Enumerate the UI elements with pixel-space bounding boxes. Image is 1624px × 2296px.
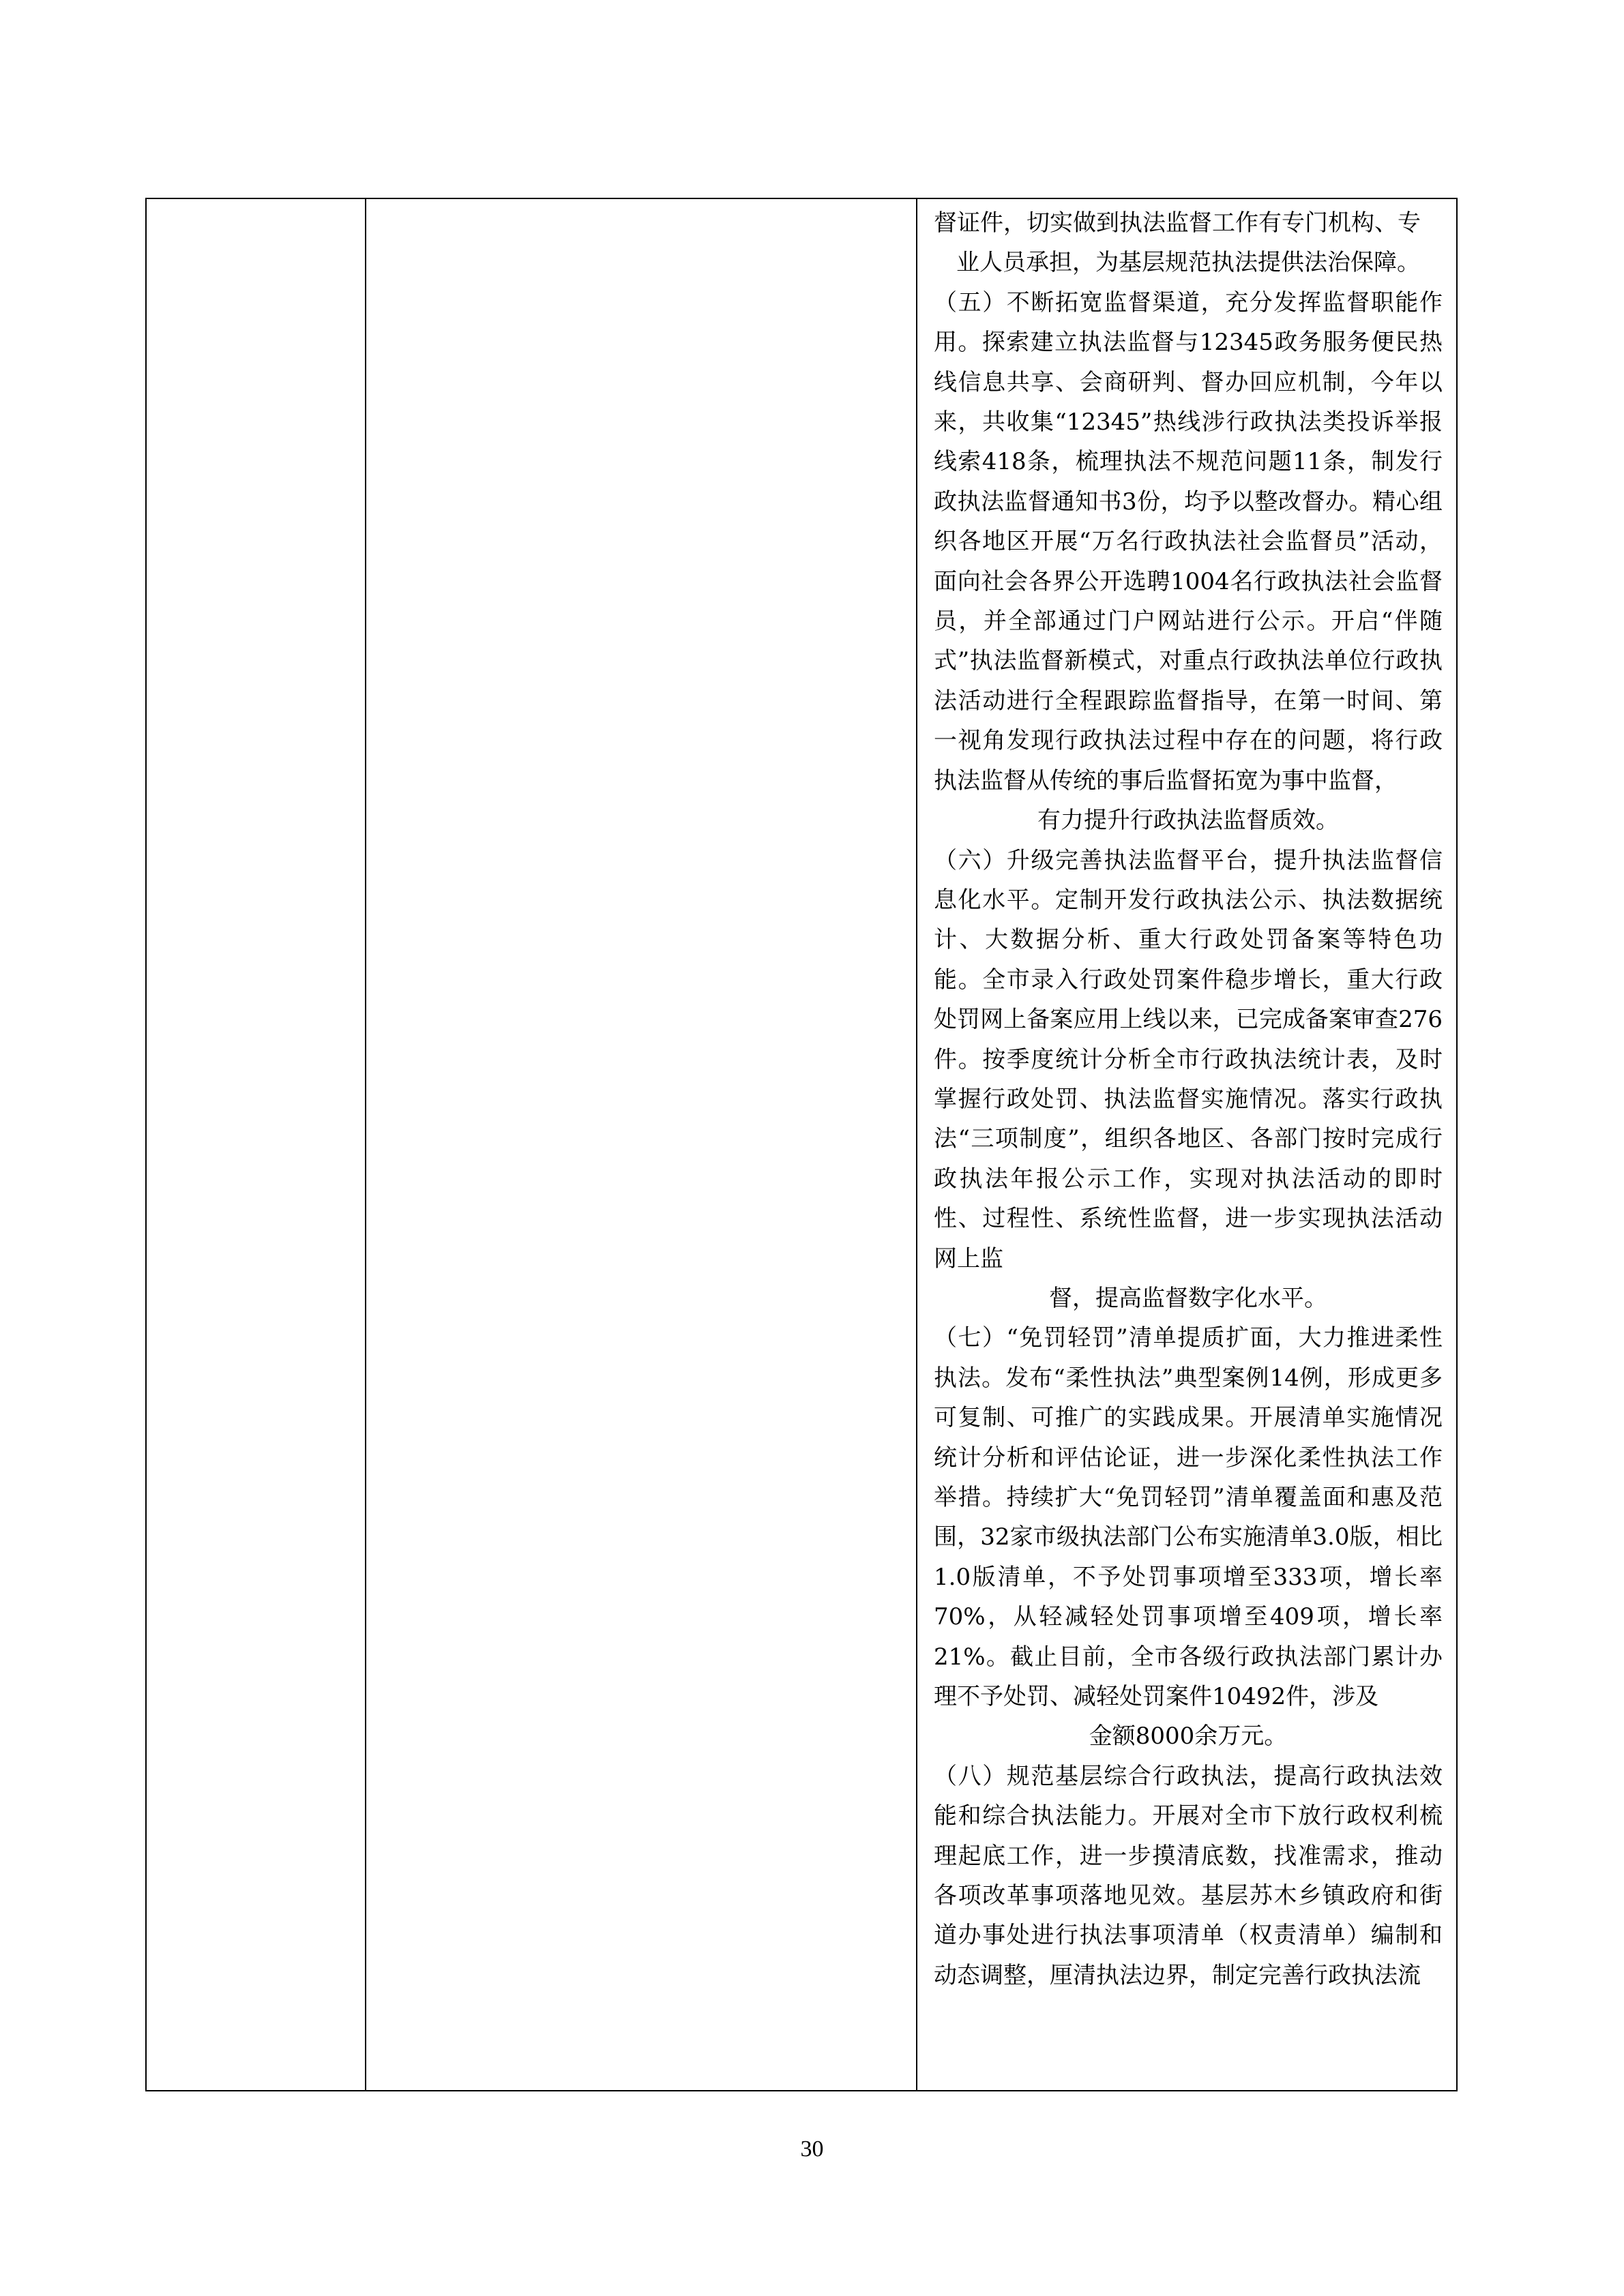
paragraph: （八）规范基层综合行政执法，提高行政执法效能和综合执法能力。开展对全市下放行政权利梳理起底工作，进一步摸清底数，找准需求，推动各项改革事项落地见效。基层苏木乡镇政府和街道办事处进行执法事项清单（权责清单）编制和动态调整，厘清执法边界，制定完善行政执法流	[934, 1762, 1443, 1989]
paragraph: 督，提高监督数字化水平。	[1049, 1284, 1327, 1312]
paragraph: （七）“免罚轻罚”清单提质扩面，大力推进柔性执法。发布“柔性执法”典型案例14例，形成更多可复制、可推广的实践成果。开展清单实施情况统计分析和评估论证，进一步深化柔性执法工作举措。持续扩大“免罚轻罚”清单覆盖面和惠及范围，32家市级执法部门公布实施清单3.0版，相比1.0版清单，不予处罚事项增至333项，增长率70%，从轻减轻处罚事项增至409项，增长率21%。截止目前，全市各级行政执法部门累计办理不予处罚、减轻处罚案件10492件，涉及	[934, 1324, 1443, 1711]
paragraph: （六）升级完善执法监督平台，提升执法监督信息化水平。定制开发行政执法公示、执法数据统计、大数据分析、重大行政处罚备案等特色功能。全市录入行政处罚案件稳步增长，重大行政处罚网上备案应用上线以来，已完成备案审查276件。按季度统计分析全市行政执法统计表，及时掌握行政处罚、执法监督实施情况。落实行政执法“三项制度”，组织各地区、各部门按时完成行政执法年报公示工作，实现对执法活动的即时性、过程性、系统性监督，进一步实现执法活动网上监	[934, 846, 1443, 1272]
paragraph: 有力提升行政执法监督质效。	[1037, 807, 1339, 835]
table-cell-empty-2	[366, 198, 917, 2091]
cell-paragraphs	[917, 199, 1456, 1995]
table-cell-empty-1	[146, 198, 366, 2091]
table-row	[146, 198, 1457, 2091]
paragraph: （五）不断拓宽监督渠道，充分发挥监督职能作用。探索建立执法监督与12345政务服务便民热线信息共享、会商研判、督办回应机制，今年以来，共收集“12345”热线涉行政执法类投诉举报线索418条，梳理执法不规范问题11条，制发行政执法监督通知书3份，均予以整改督办。精心组织各地区开展“万名行政执法社会监督员”活动，面向社会各界公开选聘1004名行政执法社会监督员，并全部通过门户网站进行公示。开启“伴随式”执法监督新模式，对重点行政执法单位行政执法活动进行全程跟踪监督指导，在第一时间、第一视角发现行政执法过程中存在的问题，将行政执法监督从传统的事后监督拓宽为事中监督，	[934, 288, 1443, 794]
table-cell-text	[917, 198, 1457, 2091]
paragraph: 业人员承担，为基层规范执法提供法治保障。	[956, 249, 1420, 277]
page-number: 30	[800, 2136, 824, 2162]
content-table	[145, 198, 1458, 2091]
paragraph: 金额8000余万元。	[1089, 1723, 1288, 1750]
paragraph: 督证件，切实做到执法监督工作有专门机构、专	[934, 209, 1421, 237]
